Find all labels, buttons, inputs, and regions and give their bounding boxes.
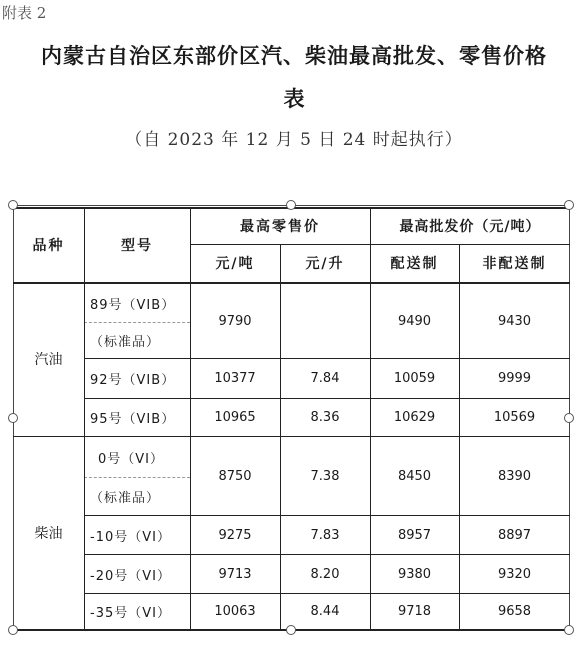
delivery-price: 9490 <box>397 313 432 329</box>
model-cell: 92号（VIB） <box>90 373 176 388</box>
non-delivery-price: 9320 <box>497 566 532 582</box>
resize-handle-right[interactable] <box>564 413 574 423</box>
price-per-liter: 8.20 <box>310 566 340 582</box>
header-non-delivery: 非配送制 <box>482 256 547 272</box>
resize-handle-top-right[interactable] <box>564 200 574 210</box>
effective-date-subtitle: （自 2023 年 12 月 5 日 24 时起执行） <box>125 130 463 150</box>
resize-handle-top-left[interactable] <box>8 200 18 210</box>
header-wholesale: 最高批发价（元/吨） <box>399 218 541 235</box>
non-delivery-price: 8390 <box>497 468 532 484</box>
model-cell: 89号（VIB） <box>90 297 176 313</box>
price-per-ton: 8750 <box>218 468 252 484</box>
resize-handle-top[interactable] <box>286 200 296 210</box>
price-per-liter: 8.36 <box>310 410 340 425</box>
resize-handle-bottom-right[interactable] <box>564 625 574 635</box>
delivery-price: 8957 <box>397 527 432 543</box>
resize-handle-bottom[interactable] <box>286 625 296 635</box>
delivery-price: 10059 <box>393 371 436 386</box>
non-delivery-price: 9999 <box>497 371 532 386</box>
price-per-ton: 9790 <box>218 313 252 329</box>
price-per-liter: 8.44 <box>310 604 340 619</box>
header-yuan-per-ton: 元/吨 <box>215 256 255 272</box>
price-per-liter: 7.84 <box>310 371 340 386</box>
non-delivery-price: 8897 <box>497 527 532 543</box>
model-note: （标准品） <box>90 490 161 506</box>
price-per-liter: 7.38 <box>310 468 340 484</box>
model-cell: -10号（VI） <box>90 529 171 545</box>
price-per-liter: 7.83 <box>310 527 340 543</box>
price-per-ton: 10063 <box>214 604 256 619</box>
non-delivery-price: 9430 <box>497 313 532 329</box>
non-delivery-price: 9658 <box>497 604 532 619</box>
page-title-continued: 表 <box>283 86 305 111</box>
header-variety: 品种 <box>32 237 65 254</box>
resize-handle-left[interactable] <box>8 413 18 423</box>
header-yuan-per-liter: 元/升 <box>305 256 345 272</box>
model-note: （标准品） <box>90 334 161 350</box>
model-cell: 0号（VI） <box>98 451 164 467</box>
price-per-ton: 9275 <box>218 527 252 543</box>
non-delivery-price: 10569 <box>493 410 536 425</box>
delivery-price: 10629 <box>393 410 436 425</box>
model-cell: 95号（VIB） <box>90 412 176 427</box>
price-per-ton: 10965 <box>214 410 256 425</box>
price-per-ton: 9713 <box>218 566 252 582</box>
header-model: 型号 <box>121 237 153 254</box>
price-per-ton: 10377 <box>214 371 256 386</box>
model-cell: -35号（VI） <box>90 606 171 621</box>
price-per-liter <box>280 284 370 358</box>
page-title: 内蒙古自治区东部价区汽、柴油最高批发、零售价格 <box>41 43 547 68</box>
resize-handle-bottom-left[interactable] <box>8 625 18 635</box>
group-gasoline: 汽油 <box>34 352 63 368</box>
delivery-price: 9380 <box>397 566 432 582</box>
group-diesel: 柴油 <box>34 526 63 542</box>
delivery-price: 8450 <box>397 468 432 484</box>
header-delivery: 配送制 <box>390 256 439 272</box>
model-cell: -20号（VI） <box>90 568 171 584</box>
annex-label: 附表 2 <box>2 4 47 22</box>
delivery-price: 9718 <box>397 604 432 619</box>
header-retail: 最高零售价 <box>240 218 320 235</box>
